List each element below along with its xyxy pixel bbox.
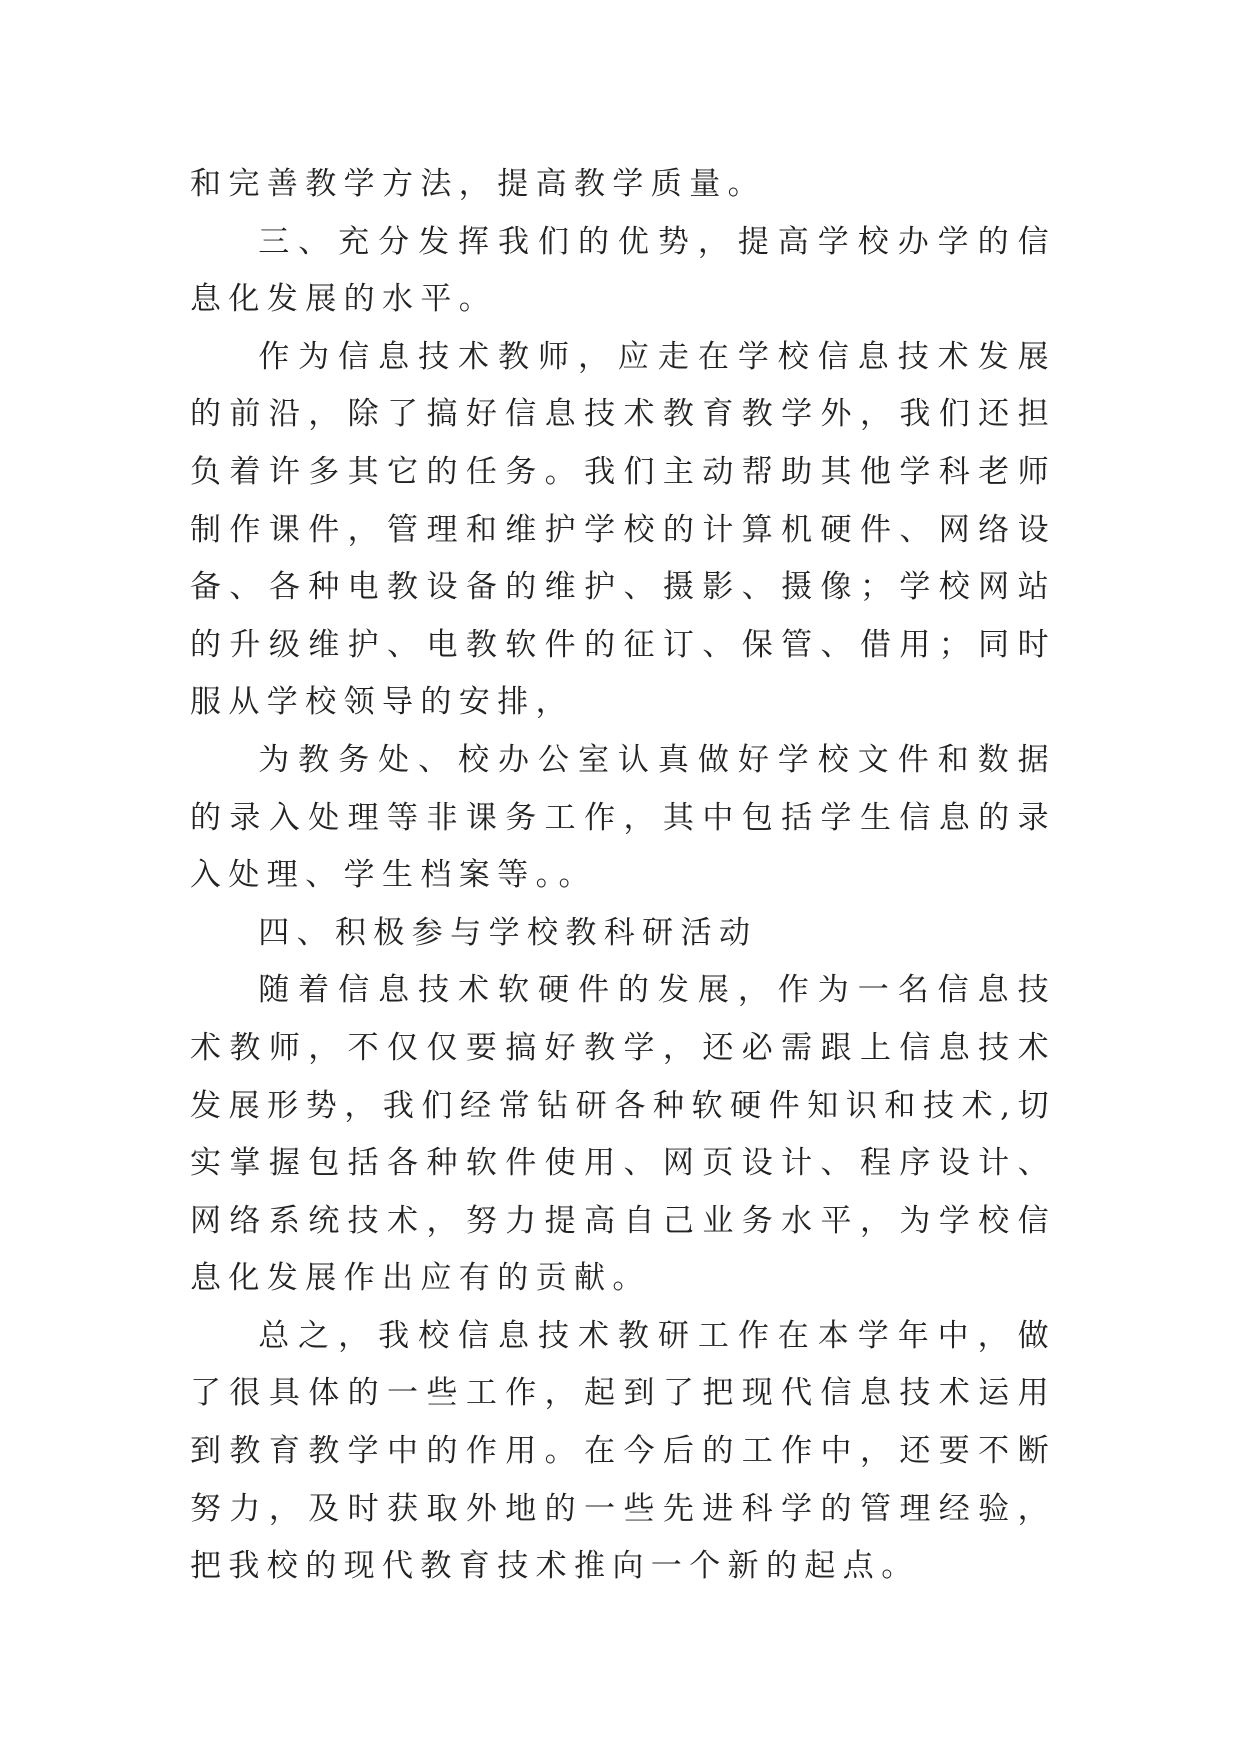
paragraph-skill-development: 随着信息技术软硬件的发展，作为一名信息技术教师，不仅仅要搞好教学，还必需跟上信息技术发展形势，我们经常钻研各种软硬件知识和技术,切实掌握包括各种软件使用、网页设计、程序设计、网络系统技术，努力提高自己业务水平，为学校信息化发展作出应有的贡献。	[190, 972, 1056, 1297]
section-heading-four: 四、积极参与学校教科研活动	[258, 914, 758, 951]
paragraph-admin-work: 为教务处、校办公室认真做好学校文件和数据的录入处理等非课务工作，其中包括学生信息的录入处理、学生档案等。。	[190, 741, 1056, 894]
section-heading-three: 三、充分发挥我们的优势，提高学校办学的信息化发展的水平。	[190, 223, 1056, 318]
paragraph-summary: 总之，我校信息技术教研工作在本学年中，做了很具体的一些工作，起到了把现代信息技术运用到教育教学中的作用。在今后的工作中，还要不断努力，及时获取外地的一些先进科学的管理经验，把我校的现代教育技术推向一个新的起点。	[190, 1317, 1056, 1585]
paragraph-it-teacher-duties: 作为信息技术教师，应走在学校信息技术发展的前沿，除了搞好信息技术教育教学外，我们还担负着许多其它的任务。我们主动帮助其他学科老师制作课件，管理和维护学校的计算机硬件、网络设备、各种电教设备的维护、摄影、摄像；学校网站的升级维护、电教软件的征订、保管、借用；同时服从学校领导的安排，	[190, 338, 1056, 721]
document-body	[190, 156, 1056, 1596]
paragraph-continuation: 和完善教学方法，提高教学质量。	[190, 166, 766, 202]
